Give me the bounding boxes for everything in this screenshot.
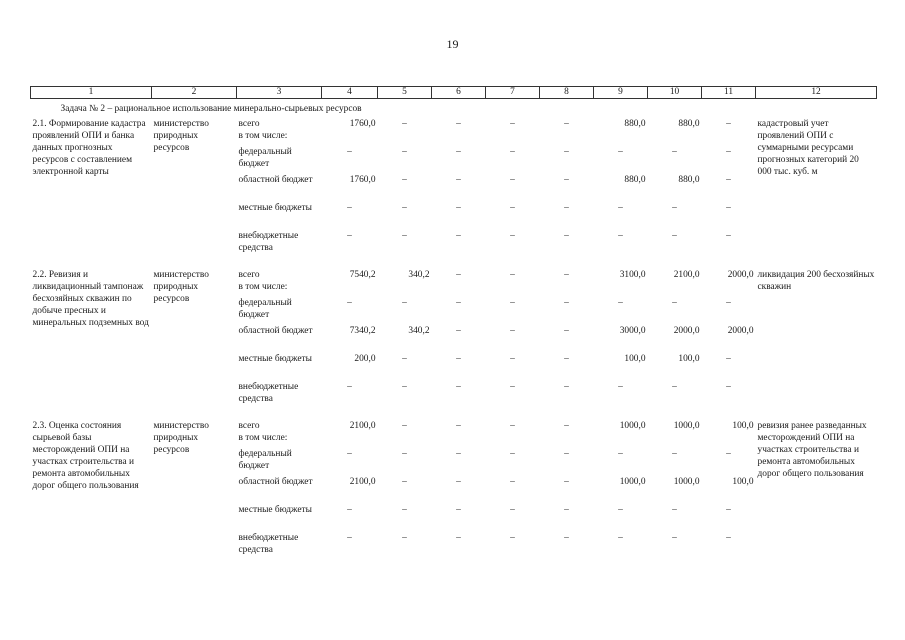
funding-source-label: внебюджетные средства [238,231,299,253]
funding-source-label: областной бюджет [238,326,313,336]
amount-cell: – [510,477,515,487]
amount-cell: 3000,0 [619,326,646,336]
amount-cell: 880,0 [678,119,700,129]
amount-cell: – [402,231,407,241]
funding-source [237,174,322,202]
funding-source-label: местные бюджеты [238,505,312,515]
amount-cell: – [564,326,569,336]
amount-cell: – [510,298,515,308]
amount-cell: 1760,0 [349,175,376,185]
amount-cell: – [456,175,461,185]
amount-cell: 1000,0 [673,477,700,487]
column-number: 6 [432,87,486,99]
page-number: 19 [446,37,459,51]
funding-source [237,297,322,325]
amount-cell: – [456,147,461,157]
amount-cell: – [402,477,407,487]
amount-cell: – [726,231,731,241]
column-number: 1 [31,87,152,99]
amount-cell: – [564,477,569,487]
column-header-row [31,87,877,99]
task-row [31,99,877,119]
amount-cell: – [618,147,623,157]
program-table [30,86,877,560]
amount-cell: – [402,119,407,129]
amount-cell: – [402,147,407,157]
funding-source-note: в том числе: [238,433,288,443]
amount-cell: – [510,119,515,129]
amount-cell: – [672,298,677,308]
amount-cell: – [456,231,461,241]
funding-source [237,448,322,476]
amount-cell: 200,0 [354,354,376,364]
amount-cell: – [564,505,569,515]
amount-cell: 340,2 [408,270,430,280]
amount-cell: 100,0 [624,354,646,364]
amount-cell: – [402,533,407,543]
funding-source-label: областной бюджет [238,175,313,185]
amount-cell: – [726,147,731,157]
amount-cell: – [402,203,407,213]
funding-source [237,269,322,297]
amount-cell: – [347,382,352,392]
measure-name: 2.3. Оценка состояния сырьевой базы месторождений ОПИ на участках строительства и ремонта автомобильных дорог общего пользования [32,421,139,491]
amount-cell: – [726,203,731,213]
amount-cell: – [510,354,515,364]
funding-source [237,504,322,532]
amount-cell: – [672,231,677,241]
amount-cell: – [726,354,731,364]
amount-cell: 2100,0 [349,421,376,431]
amount-cell: – [564,382,569,392]
amount-cell: – [618,203,623,213]
amount-cell: – [564,533,569,543]
funding-source-note: в том числе: [238,131,288,141]
amount-cell: – [564,270,569,280]
amount-cell: 100,0 [678,354,700,364]
amount-cell: – [402,382,407,392]
amount-cell: – [510,533,515,543]
amount-cell: 1000,0 [619,421,646,431]
amount-cell: – [726,382,731,392]
amount-cell: – [456,326,461,336]
funding-source [237,202,322,230]
table-row [31,118,877,146]
amount-cell: 1000,0 [619,477,646,487]
amount-cell: – [618,449,623,459]
amount-cell: 2000,0 [727,270,754,280]
amount-cell: – [456,533,461,543]
executor: министерство природных ресурсов [153,270,209,304]
funding-source [237,532,322,560]
amount-cell: 1760,0 [349,119,376,129]
funding-source-label: внебюджетные средства [238,533,299,555]
amount-cell: 880,0 [624,175,646,185]
amount-cell: – [402,449,407,459]
amount-cell: – [347,298,352,308]
funding-source [237,230,322,258]
measure-name: 2.2. Ревизия и ликвидационный тампонаж бесхозяйных скважин по добыче пресных и минеральных подземных вод [32,270,149,328]
column-number: 4 [322,87,378,99]
amount-cell: – [672,382,677,392]
column-number: 11 [702,87,756,99]
amount-cell: – [726,298,731,308]
funding-source-label: областной бюджет [238,477,313,487]
amount-cell: – [564,175,569,185]
amount-cell: 100,0 [732,421,754,431]
amount-cell: – [564,147,569,157]
amount-cell: – [510,175,515,185]
amount-cell: – [510,449,515,459]
amount-cell: – [564,231,569,241]
task-title: Задача № 2 – рациональное использование минерально-сырьевых ресурсов [60,104,362,114]
amount-cell: – [618,298,623,308]
amount-cell: – [564,354,569,364]
amount-cell: – [726,505,731,515]
funding-source [237,381,322,409]
amount-cell: – [456,421,461,431]
column-number: 8 [540,87,594,99]
amount-cell: 880,0 [624,119,646,129]
funding-source-label: внебюджетные средства [238,382,299,404]
funding-source-label: федеральный бюджет [238,298,292,320]
amount-cell: 880,0 [678,175,700,185]
amount-cell: – [456,477,461,487]
amount-cell: – [726,449,731,459]
amount-cell: 2100,0 [349,477,376,487]
executor: министерство природных ресурсов [153,421,209,455]
amount-cell: 7340,2 [349,326,376,336]
amount-cell: – [510,231,515,241]
amount-cell: – [347,505,352,515]
table-row [31,269,877,297]
amount-cell: – [456,354,461,364]
amount-cell: – [402,175,407,185]
column-number: 7 [486,87,540,99]
amount-cell: – [347,533,352,543]
column-number: 10 [648,87,702,99]
column-number: 12 [756,87,877,99]
funding-source-label: местные бюджеты [238,203,312,213]
expected-result: ревизия ранее разведанных месторождений ОПИ на участках строительства и ремонта автомобильных дорог общего пользования [757,421,867,479]
amount-cell: – [564,298,569,308]
spacer-cell [31,409,877,420]
amount-cell: – [510,421,515,431]
column-number: 9 [594,87,648,99]
amount-cell: – [456,298,461,308]
column-number: 3 [237,87,322,99]
amount-cell: – [618,505,623,515]
table-body [31,87,877,561]
amount-cell: – [618,231,623,241]
table-row [31,420,877,448]
amount-cell: – [347,203,352,213]
executor: министерство природных ресурсов [153,119,209,153]
amount-cell: – [618,533,623,543]
funding-source-label: всего [238,119,260,129]
amount-cell: – [564,119,569,129]
amount-cell: – [402,421,407,431]
amount-cell: – [672,203,677,213]
amount-cell: – [510,505,515,515]
amount-cell: – [456,270,461,280]
spacer-cell [31,258,877,269]
amount-cell: – [510,147,515,157]
amount-cell: – [564,449,569,459]
funding-source-label: всего [238,421,260,431]
amount-cell: – [347,449,352,459]
amount-cell: – [726,175,731,185]
amount-cell: 2100,0 [673,270,700,280]
amount-cell: – [456,203,461,213]
amount-cell: 1000,0 [673,421,700,431]
amount-cell: – [672,449,677,459]
amount-cell: – [456,119,461,129]
amount-cell: – [510,326,515,336]
spacer-row [31,258,877,269]
amount-cell: – [347,231,352,241]
funding-source-note: в том числе: [238,282,288,292]
funding-source [237,476,322,504]
amount-cell: 3100,0 [619,270,646,280]
amount-cell: – [402,505,407,515]
amount-cell: – [456,382,461,392]
amount-cell: 7540,2 [349,270,376,280]
funding-source [237,146,322,174]
amount-cell: – [510,270,515,280]
amount-cell: – [510,382,515,392]
amount-cell: – [672,505,677,515]
funding-source-label: всего [238,270,260,280]
funding-source-label: федеральный бюджет [238,449,292,471]
column-number: 5 [378,87,432,99]
amount-cell: 340,2 [408,326,430,336]
expected-result: ликвидация 200 бесхозяйных скважин [757,270,875,292]
funding-source [237,325,322,353]
amount-cell: – [456,449,461,459]
amount-cell: 2000,0 [727,326,754,336]
amount-cell: 100,0 [732,477,754,487]
amount-cell: – [402,354,407,364]
expected-result: кадастровый учет проявлений ОПИ с суммарными ресурсами прогнозных категорий 20 000 тыс. куб. м [757,119,859,177]
amount-cell: – [618,382,623,392]
amount-cell: – [456,505,461,515]
amount-cell: – [402,298,407,308]
amount-cell: – [726,119,731,129]
measure-name: 2.1. Формирование кадастра проявлений ОПИ и банка данных прогнозных ресурсов с составлением электронной карты [32,119,146,177]
funding-source [237,118,322,146]
amount-cell: – [672,533,677,543]
funding-source [237,353,322,381]
amount-cell: 2000,0 [673,326,700,336]
column-number: 2 [152,87,237,99]
amount-cell: – [564,203,569,213]
spacer-row [31,409,877,420]
amount-cell: – [672,147,677,157]
funding-source [237,420,322,448]
amount-cell: – [510,203,515,213]
funding-source-label: местные бюджеты [238,354,312,364]
amount-cell: – [347,147,352,157]
amount-cell: – [564,421,569,431]
funding-source-label: федеральный бюджет [238,147,292,169]
amount-cell: – [726,533,731,543]
